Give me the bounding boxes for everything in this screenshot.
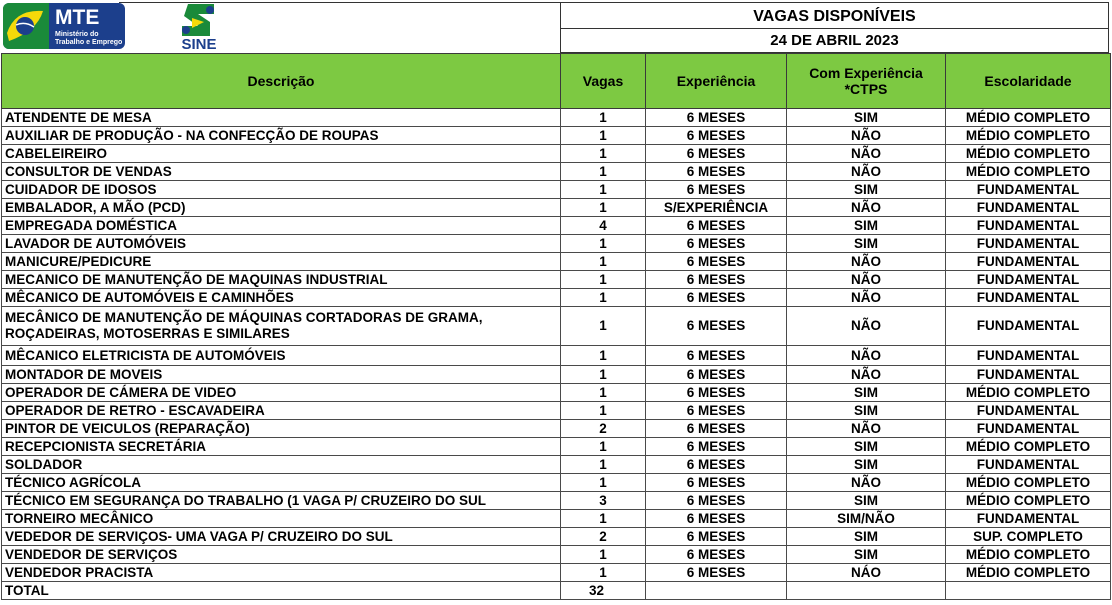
table-row	[2, 346, 1111, 366]
cell-vagas: 1	[561, 564, 646, 582]
table-row	[2, 384, 1111, 402]
cell-ctps: NÃO	[787, 346, 946, 366]
table-row	[2, 456, 1111, 474]
table-row	[2, 474, 1111, 492]
cell-ctps: NÃO	[787, 163, 946, 181]
cell-experiencia: 6 MESES	[646, 438, 787, 456]
cell-escolaridade: MÉDIO COMPLETO	[946, 564, 1111, 582]
table-row	[2, 199, 1111, 217]
cell-descricao: OPERADOR DE CÁMERA DE VIDEO	[2, 384, 561, 402]
cell-descricao: TÉCNICO EM SEGURANÇA DO TRABALHO (1 VAGA P/ CRUZEIRO DO SUL	[2, 492, 561, 510]
cell-descricao: VEDEDOR DE SERVIÇOS- UMA VAGA P/ CRUZEIRO DO SUL	[2, 528, 561, 546]
cell-ctps: NÃO	[787, 199, 946, 217]
table-row	[2, 163, 1111, 181]
cell-descricao: OPERADOR DE RETRO - ESCAVADEIRA	[2, 402, 561, 420]
cell-descricao: CABELEIREIRO	[2, 145, 561, 163]
cell-vagas: 1	[561, 510, 646, 528]
cell-ctps: NÃO	[787, 289, 946, 307]
cell-escolaridade: FUNDAMENTAL	[946, 420, 1111, 438]
empty-cell	[646, 582, 787, 600]
cell-descricao: SOLDADOR	[2, 456, 561, 474]
cell-vagas: 1	[561, 199, 646, 217]
cell-escolaridade: SUP. COMPLETO	[946, 528, 1111, 546]
table-row	[2, 271, 1111, 289]
cell-vagas: 1	[561, 546, 646, 564]
table-row	[2, 181, 1111, 199]
cell-vagas: 1	[561, 109, 646, 127]
cell-descricao: MANICURE/PEDICURE	[2, 253, 561, 271]
cell-ctps: NÃO	[787, 253, 946, 271]
cell-escolaridade: FUNDAMENTAL	[946, 402, 1111, 420]
cell-ctps: SIM	[787, 546, 946, 564]
table-row	[2, 492, 1111, 510]
cell-ctps: SIM	[787, 438, 946, 456]
cell-descricao: MONTADOR DE MOVEIS	[2, 366, 561, 384]
top-border-line	[119, 2, 560, 3]
sine-logo	[170, 4, 230, 54]
cell-vagas: 1	[561, 474, 646, 492]
cell-ctps: SIM/NÃO	[787, 510, 946, 528]
title-box	[560, 2, 1109, 53]
table-row	[2, 217, 1111, 235]
cell-experiencia: 6 MESES	[646, 181, 787, 199]
cell-descricao: LAVADOR DE AUTOMÓVEIS	[2, 235, 561, 253]
column-header-escolaridade: Escolaridade	[946, 54, 1111, 109]
table-row	[2, 528, 1111, 546]
empty-cell	[787, 582, 946, 600]
cell-experiencia: 6 MESES	[646, 235, 787, 253]
cell-experiencia: 6 MESES	[646, 492, 787, 510]
cell-experiencia: S/EXPERIÊNCIA	[646, 199, 787, 217]
cell-descricao: MECÂNICO DE MANUTENÇÃO DE MÁQUINAS CORTADORAS DE GRAMA, ROÇADEIRAS, MOTOSERRAS E SIMILARES	[2, 307, 561, 346]
table-row	[2, 402, 1111, 420]
cell-escolaridade: FUNDAMENTAL	[946, 346, 1111, 366]
cell-escolaridade: FUNDAMENTAL	[946, 253, 1111, 271]
cell-experiencia: 6 MESES	[646, 145, 787, 163]
cell-ctps: NÃO	[787, 307, 946, 346]
brazil-flag-icon	[3, 3, 49, 49]
cell-descricao: EMBALADOR, A MÃO (PCD)	[2, 199, 561, 217]
cell-escolaridade: MÉDIO COMPLETO	[946, 127, 1111, 145]
table-row	[2, 420, 1111, 438]
table-row	[2, 564, 1111, 582]
page-title: VAGAS DISPONÍVEIS	[561, 3, 1108, 29]
cell-vagas: 1	[561, 402, 646, 420]
cell-experiencia: 6 MESES	[646, 109, 787, 127]
table-row	[2, 109, 1111, 127]
cell-vagas: 1	[561, 145, 646, 163]
cell-vagas: 1	[561, 346, 646, 366]
cell-escolaridade: MÉDIO COMPLETO	[946, 145, 1111, 163]
table-row	[2, 253, 1111, 271]
table-row	[2, 127, 1111, 145]
cell-vagas: 1	[561, 163, 646, 181]
cell-experiencia: 6 MESES	[646, 546, 787, 564]
cell-escolaridade: FUNDAMENTAL	[946, 235, 1111, 253]
cell-descricao: TORNEIRO MECÂNICO	[2, 510, 561, 528]
table-header-row	[2, 54, 1111, 109]
cell-ctps: SIM	[787, 456, 946, 474]
cell-vagas: 1	[561, 289, 646, 307]
cell-experiencia: 6 MESES	[646, 384, 787, 402]
cell-escolaridade: FUNDAMENTAL	[946, 271, 1111, 289]
cell-descricao: CONSULTOR DE VENDAS	[2, 163, 561, 181]
cell-descricao: VENDEDOR PRACISTA	[2, 564, 561, 582]
cell-experiencia: 6 MESES	[646, 420, 787, 438]
column-header-ctps	[787, 54, 946, 109]
table-row	[2, 438, 1111, 456]
page-date: 24 DE ABRIL 2023	[770, 32, 899, 49]
cell-experiencia: 6 MESES	[646, 163, 787, 181]
table-row	[2, 307, 1111, 346]
cell-escolaridade: FUNDAMENTAL	[946, 181, 1111, 199]
cell-ctps: SIM	[787, 109, 946, 127]
cell-vagas: 1	[561, 366, 646, 384]
cell-escolaridade: MÉDIO COMPLETO	[946, 109, 1111, 127]
cell-ctps: NÃO	[787, 420, 946, 438]
cell-vagas: 4	[561, 217, 646, 235]
table-total-row	[2, 582, 1111, 600]
total-vagas: 32	[561, 582, 646, 600]
cell-descricao: TÉCNICO AGRÍCOLA	[2, 474, 561, 492]
cell-escolaridade: MÉDIO COMPLETO	[946, 438, 1111, 456]
cell-escolaridade: MÉDIO COMPLETO	[946, 474, 1111, 492]
cell-experiencia: 6 MESES	[646, 564, 787, 582]
cell-ctps: NÃO	[787, 145, 946, 163]
cell-vagas: 1	[561, 253, 646, 271]
table-row	[2, 366, 1111, 384]
cell-descricao: MECANICO DE MANUTENÇÃO DE MAQUINAS INDUSTRIAL	[2, 271, 561, 289]
cell-experiencia: 6 MESES	[646, 346, 787, 366]
cell-ctps: NÃO	[787, 271, 946, 289]
cell-descricao: MÊCANICO ELETRICISTA DE AUTOMÓVEIS	[2, 346, 561, 366]
cell-escolaridade: MÉDIO COMPLETO	[946, 384, 1111, 402]
cell-escolaridade: FUNDAMENTAL	[946, 199, 1111, 217]
column-header-vagas: Vagas	[561, 54, 646, 109]
cell-experiencia: 6 MESES	[646, 253, 787, 271]
table-row	[2, 289, 1111, 307]
cell-experiencia: 6 MESES	[646, 456, 787, 474]
cell-experiencia: 6 MESES	[646, 528, 787, 546]
cell-experiencia: 6 MESES	[646, 366, 787, 384]
cell-vagas: 1	[561, 235, 646, 253]
cell-ctps: SIM	[787, 402, 946, 420]
cell-escolaridade: MÉDIO COMPLETO	[946, 163, 1111, 181]
cell-vagas: 1	[561, 181, 646, 199]
mte-logo-title: MTE	[55, 6, 100, 29]
cell-vagas: 1	[561, 438, 646, 456]
cell-ctps: SIM	[787, 528, 946, 546]
cell-experiencia: 6 MESES	[646, 127, 787, 145]
cell-experiencia: 6 MESES	[646, 307, 787, 346]
cell-ctps: SIM	[787, 492, 946, 510]
sine-logo-icon	[180, 4, 214, 36]
table-row	[2, 510, 1111, 528]
cell-ctps: NÃO	[787, 474, 946, 492]
table-row	[2, 546, 1111, 564]
cell-ctps: SIM	[787, 235, 946, 253]
cell-vagas: 2	[561, 420, 646, 438]
table-row	[2, 145, 1111, 163]
vacancies-table	[1, 53, 1111, 600]
cell-experiencia: 6 MESES	[646, 271, 787, 289]
cell-vagas: 1	[561, 271, 646, 289]
cell-ctps: NÃO	[787, 127, 946, 145]
total-label: TOTAL	[2, 582, 561, 600]
cell-ctps: SIM	[787, 181, 946, 199]
cell-vagas: 1	[561, 127, 646, 145]
cell-escolaridade: FUNDAMENTAL	[946, 456, 1111, 474]
cell-experiencia: 6 MESES	[646, 474, 787, 492]
cell-ctps: SIM	[787, 384, 946, 402]
cell-experiencia: 6 MESES	[646, 289, 787, 307]
cell-descricao: VENDEDOR DE SERVIÇOS	[2, 546, 561, 564]
cell-escolaridade: FUNDAMENTAL	[946, 366, 1111, 384]
cell-escolaridade: FUNDAMENTAL	[946, 510, 1111, 528]
cell-descricao: MÊCANICO DE AUTOMÓVEIS E CAMINHÕES	[2, 289, 561, 307]
column-header-ctps-label: Com Experiência *CTPS	[809, 65, 923, 97]
cell-ctps: NÃO	[787, 366, 946, 384]
cell-descricao: EMPREGADA DOMÉSTICA	[2, 217, 561, 235]
cell-descricao: PINTOR DE VEICULOS (REPARAÇÃO)	[2, 420, 561, 438]
cell-descricao: RECEPCIONISTA SECRETÁRIA	[2, 438, 561, 456]
cell-descricao: CUIDADOR DE IDOSOS	[2, 181, 561, 199]
cell-escolaridade: FUNDAMENTAL	[946, 289, 1111, 307]
sine-logo-title: SINE	[181, 36, 217, 53]
cell-escolaridade: MÉDIO COMPLETO	[946, 546, 1111, 564]
column-header-experiencia: Experiência	[646, 54, 787, 109]
cell-experiencia: 6 MESES	[646, 402, 787, 420]
cell-vagas: 2	[561, 528, 646, 546]
empty-cell	[946, 582, 1111, 600]
mte-logo-subtitle: Ministério do Trabalho e Emprego	[55, 31, 123, 46]
cell-escolaridade: MÉDIO COMPLETO	[946, 492, 1111, 510]
column-header-descricao: Descrição	[2, 54, 561, 109]
logos-area	[0, 0, 560, 53]
cell-descricao: AUXILIAR DE PRODUÇÃO - NA CONFECÇÃO DE ROUPAS	[2, 127, 561, 145]
table-row	[2, 235, 1111, 253]
cell-ctps: SIM	[787, 217, 946, 235]
cell-ctps: NÁO	[787, 564, 946, 582]
cell-escolaridade: FUNDAMENTAL	[946, 217, 1111, 235]
cell-vagas: 3	[561, 492, 646, 510]
cell-vagas: 1	[561, 456, 646, 474]
cell-escolaridade: FUNDAMENTAL	[946, 307, 1111, 346]
cell-experiencia: 6 MESES	[646, 217, 787, 235]
cell-descricao: ATENDENTE DE MESA	[2, 109, 561, 127]
cell-vagas: 1	[561, 307, 646, 346]
mte-logo	[3, 3, 125, 49]
cell-experiencia: 6 MESES	[646, 510, 787, 528]
cell-vagas: 1	[561, 384, 646, 402]
